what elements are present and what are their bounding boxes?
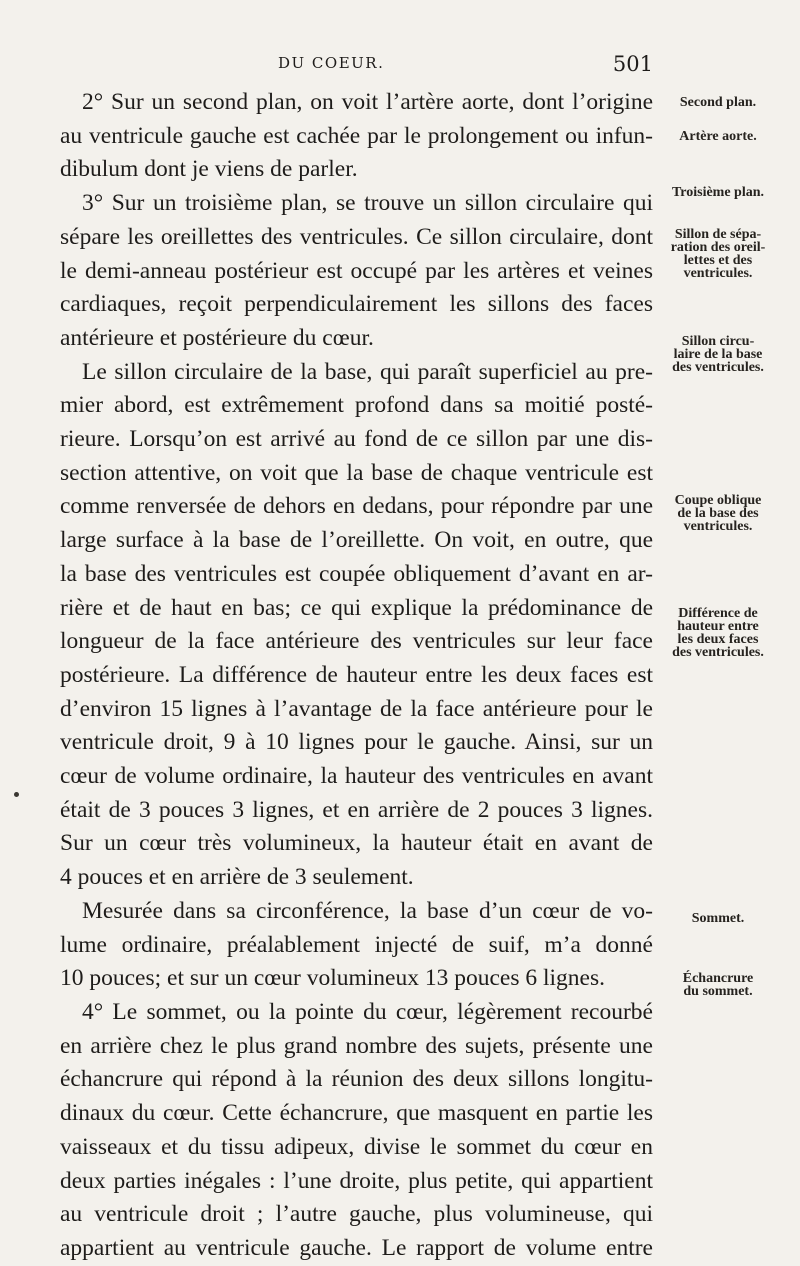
margin-note-aorta xyxy=(660,130,776,143)
margin-note-circular-groove xyxy=(660,335,776,374)
margin-note-line: Second plan. xyxy=(679,95,757,110)
text-line: 4 pouces et en arrière de 3 seulement. xyxy=(60,864,414,891)
margin-note-line: des ventricules. xyxy=(672,360,764,375)
text-line: comme renversée de dehors en dedans, pour répondre par une xyxy=(60,493,653,520)
text-line: cardiaques, reçoit perpendiculairement les sillons des faces xyxy=(60,291,653,318)
margin-note-line: Différence de xyxy=(678,606,758,621)
text-line: vaisseaux et du tissu adipeux, divise le sommet du cœur en xyxy=(60,1133,653,1160)
text-line: cœur de volume ordinaire, la hauteur des ventricules en avant xyxy=(60,763,653,790)
margin-note-line: ventricules. xyxy=(683,519,753,534)
margin-note-line: Sommet. xyxy=(691,911,745,926)
margin-note-line: du sommet. xyxy=(683,984,753,999)
margin-note-separation-groove xyxy=(660,228,776,280)
running-title: DU COEUR. xyxy=(278,54,385,72)
text-line: longueur de la face antérieure des ventricules sur leur face xyxy=(60,628,653,655)
margin-note-line: Coupe oblique xyxy=(674,493,762,508)
margin-note-line: Troisième plan. xyxy=(671,185,765,200)
text-line: 3° Sur un troisième plan, se trouve un sillon circulaire qui xyxy=(82,190,653,217)
margin-note-third-plan xyxy=(660,186,776,199)
margin-note-line: de la base des xyxy=(677,506,759,521)
text-line: d’environ 15 lignes à l’avantage de la face antérieure pour le xyxy=(60,695,653,722)
text-line: rière et de haut en bas; ce qui explique la prédominance de xyxy=(60,594,653,621)
text-line: lume ordinaire, préalablement injecté de suif, m’a donné xyxy=(60,931,653,958)
text-line: en arrière chez le plus grand nombre des sujets, présente une xyxy=(60,1032,653,1059)
text-line: 10 pouces; et sur un cœur volumineux 13 pouces 6 lignes. xyxy=(60,965,605,992)
text-line: rieure. Lorsqu’on est arrivé au fond de ce sillon par une dis- xyxy=(60,426,653,453)
page-header xyxy=(60,52,653,78)
margin-note-line: ration des oreil- xyxy=(670,240,766,255)
margin-note-line: laire de la base xyxy=(673,347,763,362)
text-line: appartient au ventricule gauche. Le rapport de volume entre xyxy=(60,1234,653,1261)
text-line: dinaux du cœur. Cette échancrure, que masquent en partie les xyxy=(60,1100,653,1127)
text-line: le demi-anneau postérieur est occupé par les artères et veines xyxy=(60,257,653,284)
margin-note-oblique-cut xyxy=(660,494,776,533)
margin-note-line: Artère aorte. xyxy=(679,129,757,144)
text-line: postérieure. La différence de hauteur entre les deux faces est xyxy=(60,661,653,688)
margin-note-line: Sillon circu- xyxy=(681,334,755,349)
text-line: Le sillon circulaire de la base, qui paraît superficiel au pre- xyxy=(82,358,653,385)
text-line: Mesurée dans sa circonférence, la base d’un cœur de vo- xyxy=(82,897,653,924)
text-line: ventricule droit, 9 à 10 lignes pour le gauche. Ainsi, sur un xyxy=(60,729,653,756)
margin-note-line: des ventricules. xyxy=(672,645,764,660)
text-line: échancrure qui répond à la réunion des deux sillons longitu- xyxy=(60,1066,653,1093)
text-line: antérieure et postérieure du cœur. xyxy=(60,324,374,351)
text-line: large surface à la base de l’oreillette. On voit, en outre, que xyxy=(60,527,653,554)
ink-dot xyxy=(14,792,19,797)
text-line: mier abord, est extrêmement profond dans sa moitié posté- xyxy=(60,392,653,419)
margin-note-line: les deux faces xyxy=(677,632,759,647)
margin-note-apex xyxy=(660,912,776,925)
text-line: 2° Sur un second plan, on voit l’artère aorte, dont l’origine xyxy=(82,89,653,115)
text-line: était de 3 pouces 3 lignes, et en arrière de 2 pouces 3 lignes. xyxy=(60,796,653,823)
text-line: dibulum dont je viens de parler. xyxy=(60,156,358,183)
text-line: 4° Le sommet, ou la pointe du cœur, légèrement recourbé xyxy=(82,998,653,1025)
margin-note-line: Échancrure xyxy=(682,971,754,986)
page-number: 501 xyxy=(612,52,653,76)
text-line: sépare les oreillettes des ventricules. Ce sillon circulaire, dont xyxy=(60,223,653,250)
margin-note-height-difference xyxy=(660,607,776,659)
text-line: au ventricule droit ; l’autre gauche, plus volumineuse, qui xyxy=(60,1201,653,1228)
text-line: section attentive, on voit que la base de chaque ventricule est xyxy=(60,459,653,486)
text-line: la base des ventricules est coupée obliquement d’avant en ar- xyxy=(60,560,653,587)
margin-note-line: ventricules. xyxy=(683,266,753,281)
margin-note-line: lettes et des xyxy=(683,253,753,268)
body-text xyxy=(60,86,653,1266)
margin-note-second-plan xyxy=(660,96,776,109)
margin-note-apex-notch xyxy=(660,972,776,998)
text-line: au ventricule gauche est cachée par le prolongement ou infun- xyxy=(60,122,653,149)
text-line: deux parties inégales : l’une droite, plus petite, qui appartient xyxy=(60,1167,653,1194)
margin-note-line: hauteur entre xyxy=(677,619,759,634)
margin-note-line: Sillon de sépa- xyxy=(674,227,762,242)
text-line: Sur un cœur très volumineux, la hauteur était en avant de xyxy=(60,830,653,857)
